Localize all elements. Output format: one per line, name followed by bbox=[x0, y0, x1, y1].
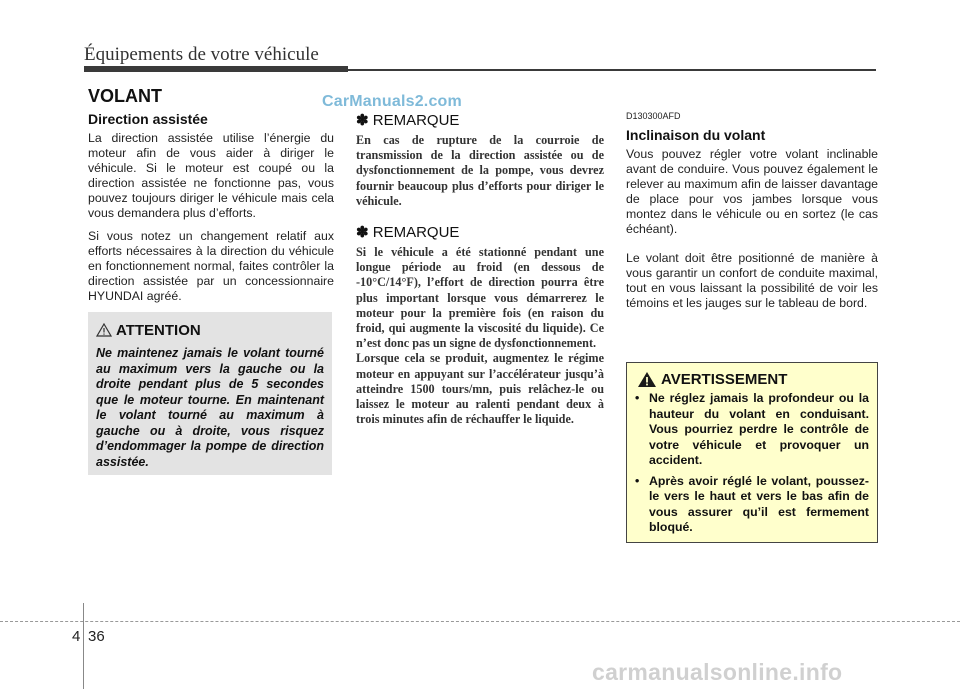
tilt-steering-paragraph-1: Vous pouvez régler votre volant inclinable avant de conduire. Vous pouvez également le relever au maximum afin de laisser davantage de place pour vos jambes lorsque vous montez dans le véhicule ou en sortez (le cas échéant). bbox=[626, 147, 878, 236]
warning-triangle-icon bbox=[637, 371, 657, 393]
page-header-title: Équipements de votre véhicule bbox=[84, 44, 319, 65]
remark-2-heading bbox=[356, 223, 604, 241]
avertissement-title: AVERTISSEMENT bbox=[661, 371, 788, 388]
avertissement-box bbox=[626, 362, 878, 543]
warning-triangle-icon bbox=[96, 323, 112, 342]
remark-1-heading bbox=[356, 111, 604, 129]
watermark-bottom: carmanualsonline.info bbox=[592, 659, 843, 685]
power-steering-paragraph-1: La direction assistée utilise l’énergie du moteur afin de vous aider à diriger le véhicule. Si le moteur est coupé ou la direction assistée ne fonctionne pas, vous pouvez toujours diriger le véhicule mais cela vous demandera plus d’efforts. bbox=[88, 131, 334, 220]
attention-box bbox=[88, 312, 332, 475]
page-number: 36 bbox=[88, 628, 105, 645]
header-rule-thick bbox=[84, 66, 348, 72]
column-right bbox=[626, 111, 878, 319]
footer-vertical-rule bbox=[83, 603, 84, 689]
tilt-steering-paragraph-2: Le volant doit être positionné de manière à vous garantir un confort de conduite maximal, tout en vous laissant la possibilité de voir les témoins et les jauges sur le tableau de bord. bbox=[626, 251, 878, 310]
list-item bbox=[635, 391, 869, 469]
remark-1-title: REMARQUE bbox=[372, 112, 460, 129]
list-item bbox=[635, 474, 869, 536]
footer-dashed-rule bbox=[0, 621, 960, 622]
remark-asterisk-icon: ✽ bbox=[356, 112, 369, 129]
remark-2-paragraph-1: Si le véhicule a été stationné pendant une longue période au froid (en dessous de -10°C/14°F), l’effort de direction pourra être plus important lorsque vous démarrerez le moteur pour la première fois (en raison du froid, qui augmente la viscosité du liquide). Ce n’est donc pas un signe de dysfonctionnement. bbox=[356, 245, 604, 351]
bullet-icon: • bbox=[635, 473, 640, 488]
avertissement-list bbox=[635, 391, 869, 541]
avertissement-item-1: Ne réglez jamais la profondeur ou la hauteur du volant en conduisant. Vous pourriez perdre le contrôle de votre véhicule et provoquer un accident. bbox=[649, 391, 869, 467]
power-steering-paragraph-2: Si vous notez un changement relatif aux efforts nécessaires à la direction du véhicule en fonctionnement normal, faites contrôler la direction assistée par un concessionnaire HYUNDAI agréé. bbox=[88, 229, 334, 303]
attention-title: ATTENTION bbox=[116, 322, 201, 339]
bullet-icon: • bbox=[635, 391, 640, 405]
attention-text: Ne maintenez jamais le volant tourné au maximum vers la gauche ou la droite pendant plus de 5 secondes que le moteur tourne. En maintenant le volant tourné au maximum à gauche ou à droite, vous risquez d’endommager la pompe de direction assistée. bbox=[96, 346, 324, 469]
tilt-steering-heading: Inclinaison du volant bbox=[626, 127, 766, 143]
power-steering-heading: Direction assistée bbox=[88, 111, 208, 127]
avertissement-item-2: Après avoir réglé le volant, poussez-le vers le haut et vers le bas afin de vous assurer qu’il est fermement bloqué. bbox=[649, 473, 869, 534]
remark-2-paragraph-2: Lorsque cela se produit, augmentez le régime moteur en appuyant sur l’accélérateur jusqu’à atteindre 1500 tours/mn, puis relâchez-le ou laissez le moteur au ralenti pendant deux à trois minutes afin de réchauffer le liquide. bbox=[356, 351, 604, 427]
remark-2-title: REMARQUE bbox=[372, 224, 460, 242]
remark-asterisk-icon: ✽ bbox=[356, 224, 369, 242]
section-title: VOLANT bbox=[88, 86, 162, 106]
chapter-number: 4 bbox=[72, 628, 81, 645]
remark-1-text: En cas de rupture de la courroie de transmission de la direction assistée ou de dysfonctionnement de la pompe, vous devrez fournir beaucoup plus d’efforts pour diriger le véhicule. bbox=[356, 133, 604, 208]
column-left bbox=[88, 111, 334, 312]
column-middle bbox=[356, 111, 604, 441]
section-code: D130300AFD bbox=[626, 111, 681, 121]
watermark-top: CarManuals2.com bbox=[322, 93, 462, 110]
header-rule-thin bbox=[348, 69, 876, 71]
